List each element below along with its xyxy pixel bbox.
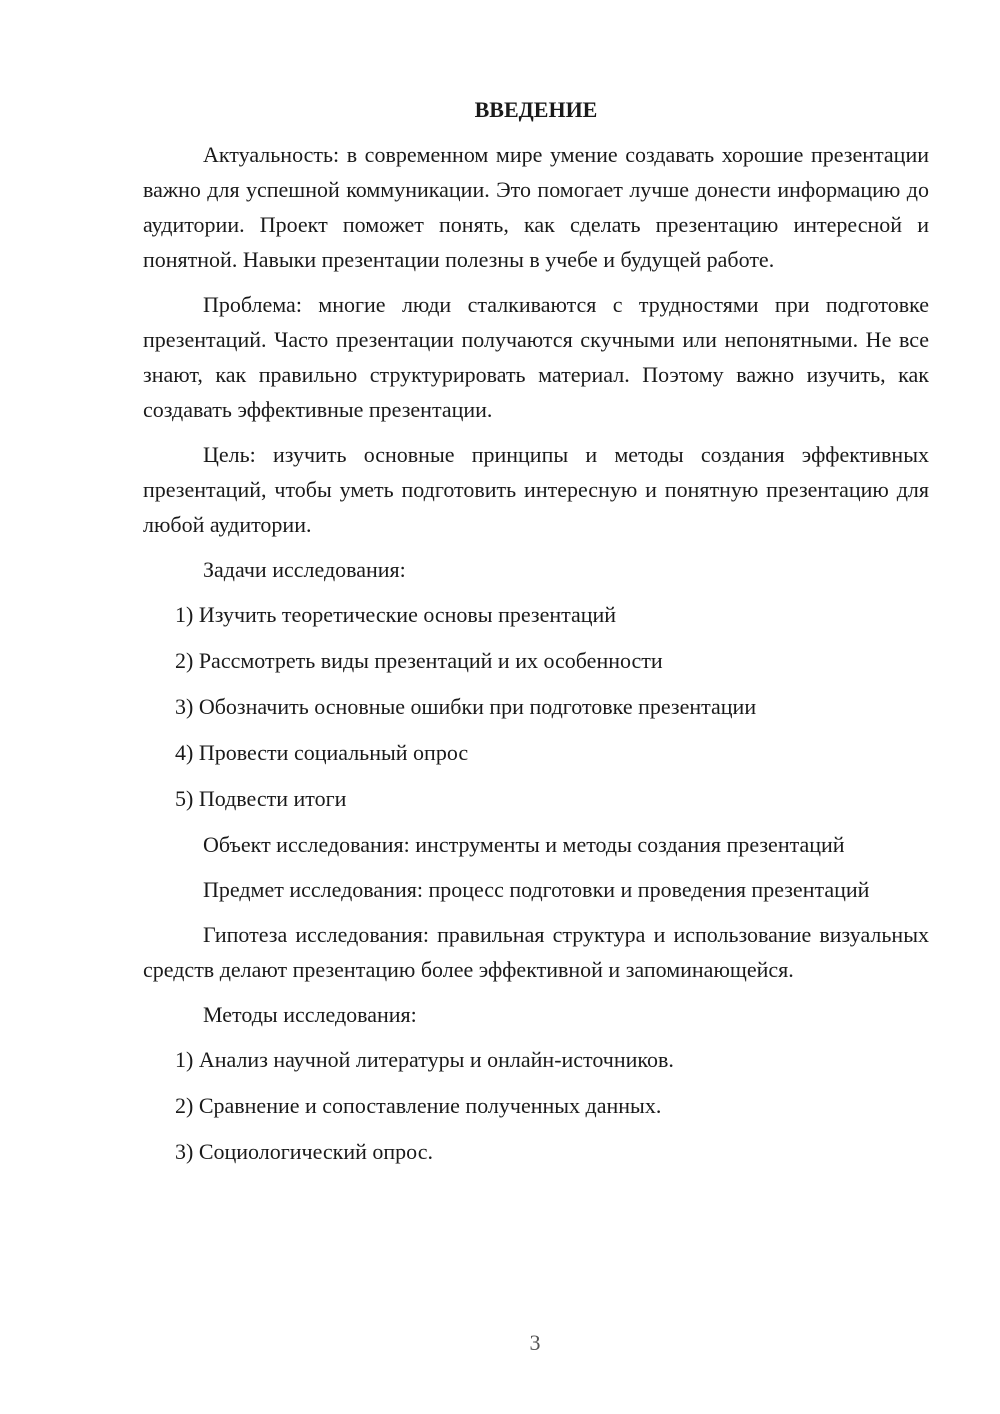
section-title: ВВЕДЕНИЕ [474, 97, 598, 122]
methods-heading: Методы исследования: [203, 1002, 417, 1027]
task-item: 1) Изучить теоретические основы презентаций [175, 602, 617, 627]
tasks-list [143, 597, 929, 816]
method-item: 2) Сравнение и сопоставление полученных данных. [175, 1093, 662, 1118]
method-item: 3) Социологический опрос. [175, 1139, 433, 1164]
object-paragraph: Объект исследования: инструменты и методы создания презентаций [203, 832, 845, 857]
task-item: 2) Рассмотреть виды презентаций и их особенности [175, 648, 663, 673]
method-item: 1) Анализ научной литературы и онлайн-источников. [175, 1047, 674, 1072]
problem-paragraph: Проблема: многие люди сталкиваются с трудностями при подготовке презентаций. Часто презентации получаются скучными или непонятными. Не все знают, как правильно структурировать материал. Поэтому важно изучить, как создавать эффективные презентации. [143, 292, 929, 422]
goal-paragraph: Цель: изучить основные принципы и методы создания эффективных презентаций, чтобы уметь подготовить интересную и понятную презентацию для любой аудитории. [143, 442, 929, 537]
document-page [143, 92, 929, 1180]
relevance-paragraph: Актуальность: в современном мире умение создавать хорошие презентации важно для успешной коммуникации. Это помогает лучше донести информацию до аудитории. Проект поможет понять, как сделать презентацию интересной и понятной. Навыки презентации полезны в учебе и будущей работе. [143, 142, 929, 272]
hypothesis-paragraph: Гипотеза исследования: правильная структура и использование визуальных средств делают презентацию более эффективной и запоминающейся. [143, 922, 929, 982]
tasks-heading: Задачи исследования: [203, 557, 406, 582]
page-number: 3 [529, 1330, 541, 1355]
task-item: 5) Подвести итоги [175, 786, 347, 811]
subject-paragraph: Предмет исследования: процесс подготовки и проведения презентаций [203, 877, 870, 902]
task-item: 3) Обозначить основные ошибки при подготовке презентации [175, 694, 757, 719]
methods-list [143, 1042, 929, 1169]
task-item: 4) Провести социальный опрос [175, 740, 469, 765]
